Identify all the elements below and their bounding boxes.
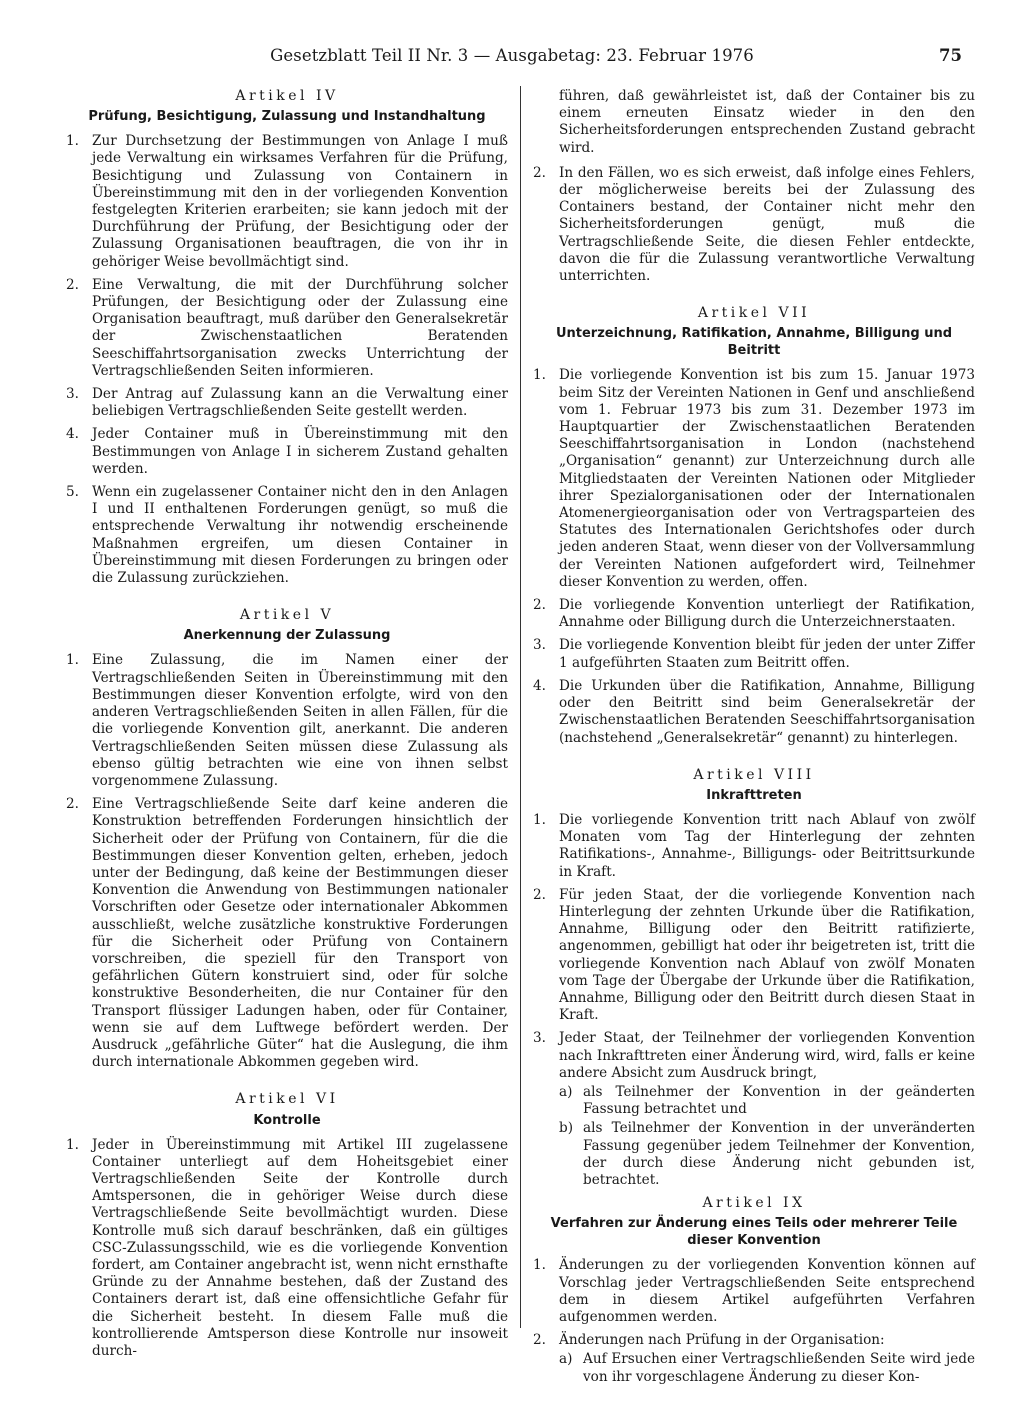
- item-number: 5.: [66, 484, 79, 501]
- item-text: Die vorliegende Konvention bleibt für jeden der unter Ziffer 1 aufgeführten Staaten zum Beitritt offen.: [559, 637, 975, 671]
- article-subtitle: Anerkennung der Zulassung: [183, 628, 391, 644]
- item-number: 1.: [533, 367, 546, 384]
- sub-item-text: als Teilnehmer der Konvention in der geänderten Fassung betrachtet und: [583, 1083, 975, 1118]
- item-text: Jeder Staat, der Teilnehmer der vorliegenden Konvention nach Inkrafttreten einer Änderung wird, wird, falls er keine andere Absicht zum Ausdruck bringt,: [559, 1030, 975, 1081]
- item-text: Eine Zulassung, die im Namen einer der Vertragschließenden Seiten in Übereinstimmung mit den Bestimmungen dieser Konvention erfolgte, wird von den anderen Vertragschließenden Seiten in allen Fällen, für die die vorliegende Konvention gilt, anerkannt. Die anderen Vertragschließenden Seiten müssen diese Zulassung als ebenso gültig betrachten wie eine von ihnen selbst vorgenommene Zulassung.: [92, 652, 508, 789]
- item-number: 2.: [533, 597, 546, 614]
- list-item: [66, 277, 508, 380]
- article-9: [533, 1195, 975, 1386]
- item-text: Änderungen nach Prüfung in der Organisation:: [559, 1332, 885, 1349]
- item-number: 1.: [66, 133, 79, 150]
- sub-item-label: b): [559, 1120, 574, 1137]
- list-item: [533, 597, 975, 631]
- page-header: [0, 0, 1024, 75]
- list-item: [66, 133, 508, 271]
- article-7: [533, 305, 975, 746]
- item-text: Wenn ein zugelassener Container nicht den in den Anlagen I und II enthaltenen Forderungen genügt, so muß die entsprechende Verwaltung ihr notwendig erscheinende Maßnahmen ergreifen, um diesen Container in Übereinstimmung mit diesen Forderungen zu bringen oder die Zulassung zurückziehen.: [92, 484, 508, 587]
- item-number: 4.: [66, 426, 79, 443]
- article-title: Artikel IV: [235, 88, 339, 104]
- item-number: 1.: [533, 811, 546, 828]
- list-item: [66, 484, 508, 587]
- article-5: [66, 607, 508, 1071]
- left-column: [66, 88, 508, 1366]
- list-item: [66, 796, 508, 1071]
- list-item: [533, 887, 975, 1025]
- article-subtitle: Inkrafttreten: [706, 787, 802, 803]
- list-item: [66, 426, 508, 478]
- list-item: [533, 1257, 975, 1326]
- page-number: 75: [939, 46, 962, 65]
- list-item: [533, 367, 975, 591]
- item-text: Die Urkunden über die Ratifikation, Annahme, Billigung oder den Beitritt sind beim Generalsekretär der Zwischenstaatlichen Beratenden Seeschiffahrtsorganisation (nachstehend „Generalsekretär“ genannt) zu hinterlegen.: [559, 677, 975, 746]
- item-number: 2.: [66, 276, 79, 293]
- list-item: [66, 652, 508, 790]
- sub-item: [559, 1120, 975, 1189]
- right-column: [533, 88, 975, 1392]
- item-number: 3.: [533, 637, 546, 654]
- item-number: 1.: [533, 1257, 546, 1274]
- sub-item: [559, 1084, 975, 1118]
- article-title: Artikel VII: [697, 305, 811, 322]
- item-text: Für jeden Staat, der die vorliegende Konvention nach Hinterlegung der zehnten Urkunde über die Ratifikation, Annahme, Billigung oder den Beitritt ratifizierte, angenommen, gebilligt hat oder ihr beigetreten ist, tritt die vorliegende Konvention nach Ablauf von zwölf Monaten vom Tage der Übergabe der Urkunde über die Ratifikation, Annahme, Billigung oder den Beitritt durch diesen Staat in Kraft.: [559, 886, 975, 1024]
- article-8: [533, 767, 975, 1189]
- sub-item: [559, 1351, 975, 1385]
- article-title: Artikel IX: [702, 1195, 806, 1212]
- item-text: Eine Vertragschließende Seite darf keine anderen die Konstruktion betreffenden Forderungen hinsichtlich der Sicherheit oder der Prüfung von Containern, für die die Bestimmungen dieser Konvention gelten, erheben, jedoch unter der Bedingung, daß keine der Bestimmungen dieser Konvention die Anwendung von Bestimmungen nationaler Vorschriften oder Gesetze oder internationaler Abkommen ausschließt, welche zusätzliche konstruktive Forderungen für die Sicherheit oder Prüfung von Containern vorschreiben, die speziell für den Transport von gefährlichen Gütern konstruiert sind, oder für solche konstruktive Besonderheiten, die nur Container für den Transport flüssiger Ladungen haben, oder für Container, wenn sie auf dem Luftwege befördert werden. Der Ausdruck „gefährliche Güter“ hat die Auslegung, die ihm durch internationale Abkommen gegeben wird.: [92, 796, 508, 1071]
- item-text: Eine Verwaltung, die mit der Durchführung solcher Prüfungen, der Besichtigung oder der Zulassung eine Organisation beauftragt, muß darüber den Generalsekretär der Zwischenstaatlichen Beratenden Seeschiffahrtsorganisation zwecks Unterrichtung der Vertragschließenden Seiten informieren.: [92, 276, 508, 379]
- item-number: 3.: [533, 1030, 546, 1047]
- item-text: Zur Durchsetzung der Bestimmungen von Anlage I muß jede Verwaltung ein wirksames Verfahren für die Prüfung, Besichtigung und Zulassung von Containern in Übereinstimmung mit den in der vorliegenden Konvention festgelegten Kriterien erarbeiten; sie kann jedoch mit der Durchführung der Prüfung, der Besichtigung oder der Zulassung Organisationen beauftragen, die von ihr in gehöriger Weise bevollmächtigt sind.: [92, 133, 508, 270]
- article-subtitle: Verfahren zur Änderung eines Teils oder mehrerer Teile dieser Konvention: [550, 1216, 958, 1249]
- item-text: Der Antrag auf Zulassung kann an die Verwaltung einer beliebigen Vertragschließenden Seite gestellt werden.: [92, 386, 508, 420]
- list-item: [533, 637, 975, 671]
- header-title: Gesetzblatt Teil II Nr. 3 — Ausgabetag: 23. Februar 1976: [270, 46, 754, 65]
- item-text: Die vorliegende Konvention unterliegt der Ratifikation, Annahme oder Billigung durch die Unterzeichnerstaaten.: [559, 597, 975, 631]
- item-text: Jeder in Übereinstimmung mit Artikel III zugelassene Container unterliegt auf dem Hoheitsgebiet einer Vertragschließenden Seite der Kontrolle durch Amtspersonen, die in gehöriger Weise durch diese Vertragschließende Seite bevollmächtigt wurden. Diese Kontrolle muß sich darauf beschränken, daß ein gültiges CSC-Zulassungsschild, wie es die vorliegende Konvention fordert, am Container angebracht ist, wenn nicht ernsthafte Gründe zu der Annahme bestehen, daß der Zustand des Containers derart ist, daß eine offensichtliche Gefahr für die Sicherheit besteht. In diesem Falle muß die kontrollierende Amtsperson diese Kontrolle nur insoweit durch-: [92, 1136, 508, 1359]
- item-text: Die vorliegende Konvention tritt nach Ablauf von zwölf Monaten vom Tag der Hinterlegung der zehnten Ratifikations-, Annahme-, Billigungs- oder Beitrittsurkunde in Kraft.: [559, 811, 975, 880]
- list-item: [533, 1332, 975, 1386]
- item-text: Änderungen zu der vorliegenden Konvention können auf Vorschlag jeder Vertragschließenden Seite entsprechend dem in diesem Artikel aufgeführten Verfahren aufgenommen werden.: [559, 1257, 975, 1325]
- list-item: [66, 386, 508, 420]
- item-text: In den Fällen, wo es sich erweist, daß infolge eines Fehlers, der möglicherweise bereits bei der Zulassung des Containers bestand, der Container nicht mehr den Sicherheitsforderungen genügt, muß die Vertragschließende Seite, die diesen Fehler entdeckte, davon die für die Zulassung verantwortliche Verwaltung unterrichten.: [559, 164, 975, 285]
- item-text: Die vorliegende Konvention ist bis zum 15. Januar 1973 beim Sitz der Vereinten Nationen in Genf und anschließend vom 1. Februar 1973 bis zum 31. Dezember 1973 im Hauptquartier der Zwischenstaatlichen Beratenden Seeschiffahrtsorganisation in London (nachstehend „Organisation“ genannt) zur Unterzeichnung durch alle Mitgliedstaaten der Vereinten Nationen oder Mitglieder ihrer Spezialorganisationen oder der Internationalen Atomenergieorganisation oder von Vertragsparteien des Statutes des Internationalen Gerichtshofes oder durch jeden anderen Staat, wenn dieser von der Vollversammlung der Vereinten Nationen aufgefordert wird, Teilnehmer dieser Konvention zu werden, offen.: [559, 367, 975, 590]
- item-number: 2.: [533, 1332, 546, 1349]
- article-subtitle: Kontrolle: [253, 1112, 321, 1128]
- item-number: 2.: [533, 164, 546, 181]
- list-item: [533, 678, 975, 747]
- item-number: 1.: [66, 652, 79, 669]
- item-text: Jeder Container muß in Übereinstimmung mit den Bestimmungen von Anlage I in sicherem Zustand gehalten werden.: [92, 426, 508, 477]
- column-divider: [520, 86, 521, 1328]
- item-number: 4.: [533, 677, 546, 694]
- list-item: [533, 165, 975, 285]
- list-item: [533, 1030, 975, 1189]
- article-subtitle: Prüfung, Besichtigung, Zulassung und Instandhaltung: [88, 109, 486, 125]
- article-6: [66, 1091, 508, 1360]
- continued-text: führen, daß gewährleistet ist, daß der Container bis zu einem erneuten Einsatz wieder in den den Sicherheitsforderungen entsprechenden Zustand gebracht wird.: [559, 88, 975, 156]
- article-title: Artikel V: [239, 607, 335, 624]
- item-number: 2.: [533, 886, 546, 903]
- article-subtitle: Unterzeichnung, Ratifikation, Annahme, Billigung und Beitritt: [555, 326, 953, 359]
- article-4: [66, 88, 508, 587]
- sub-item-label: a): [559, 1351, 573, 1368]
- sub-item-text: Auf Ersuchen einer Vertragschließenden Seite wird jede von ihr vorgeschlagene Änderung zu dieser Kon-: [583, 1351, 975, 1385]
- list-item: [66, 1137, 508, 1361]
- item-number: 2.: [66, 796, 79, 813]
- item-number: 1.: [66, 1136, 79, 1153]
- list-item: [533, 812, 975, 881]
- sub-item-text: als Teilnehmer der Konvention in der unveränderten Fassung gegenüber jedem Teilnehmer der Konvention, der durch diese Änderung nicht gebunden ist, betrachtet.: [583, 1120, 975, 1188]
- sub-item-label: a): [559, 1083, 573, 1100]
- article-title: Artikel VI: [235, 1091, 339, 1108]
- article-title: Artikel VIII: [693, 766, 815, 783]
- item-number: 3.: [66, 386, 79, 403]
